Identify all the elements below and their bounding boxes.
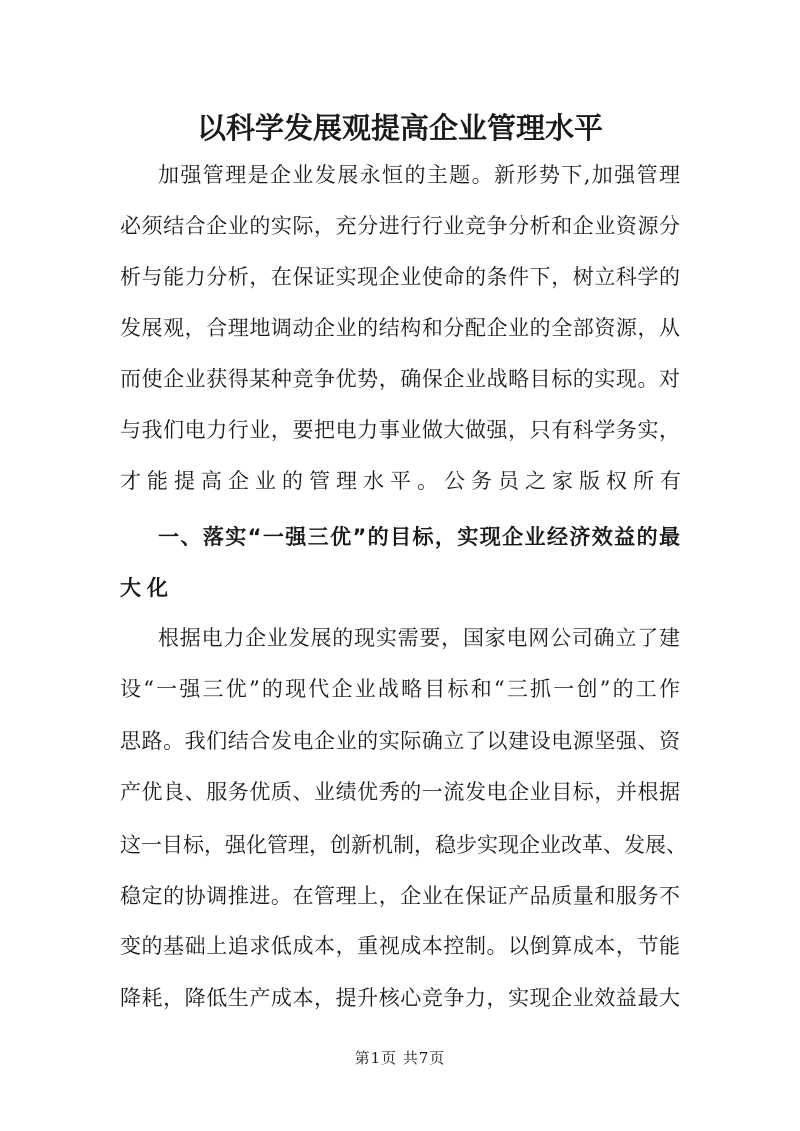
text-line: 变的基础上追求低成本，重视成本控制。以倒算成本，节能 xyxy=(120,934,680,958)
text-line: 析与能力分析，在保证实现企业使命的条件下，树立科学的 xyxy=(120,265,680,289)
text-line: 加强管理是企业发展永恒的主题。新形势下,加强管理 xyxy=(158,163,680,187)
text-line: 产优良、服务优质、业绩优秀的一流发电企业目标，并根据 xyxy=(120,780,680,804)
page-number: 第1页 共7页 xyxy=(354,1049,446,1067)
document-title: 以科学发展观提高企业管理水平 xyxy=(196,111,603,145)
heading-line: 一、落实“一强三优”的目标，实现企业经济效益的最 xyxy=(158,525,680,549)
text-line: 设“一强三优”的现代企业战略目标和“三抓一创”的工作 xyxy=(120,677,680,701)
text-line: 这一目标，强化管理，创新机制，稳步实现企业改革、发展、 xyxy=(120,833,687,857)
text-line: 降耗，降低生产成本，提升核心竞争力，实现企业效益最大 xyxy=(120,986,680,1010)
text-line: 才能提高企业的管理水平。公务员之家版权所有 xyxy=(120,469,687,493)
text-line: 思路。我们结合发电企业的实际确立了以建设电源坚强、资 xyxy=(120,729,680,753)
text-line: 发展观，合理地调动企业的结构和分配企业的全部资源，从 xyxy=(120,316,680,340)
heading-line: 大化 xyxy=(120,576,174,600)
text-line: 稳定的协调推进。在管理上，企业在保证产品质量和服务不 xyxy=(120,884,680,908)
text-line: 必须结合企业的实际，充分进行行业竞争分析和企业资源分 xyxy=(120,214,680,238)
text-line: 根据电力企业发展的现实需要，国家电网公司确立了建 xyxy=(158,626,680,650)
text-line: 而使企业获得某种竞争优势，确保企业战略目标的实现。对 xyxy=(120,367,680,391)
text-line: 与我们电力行业，要把电力事业做大做强，只有科学务实， xyxy=(120,418,680,442)
